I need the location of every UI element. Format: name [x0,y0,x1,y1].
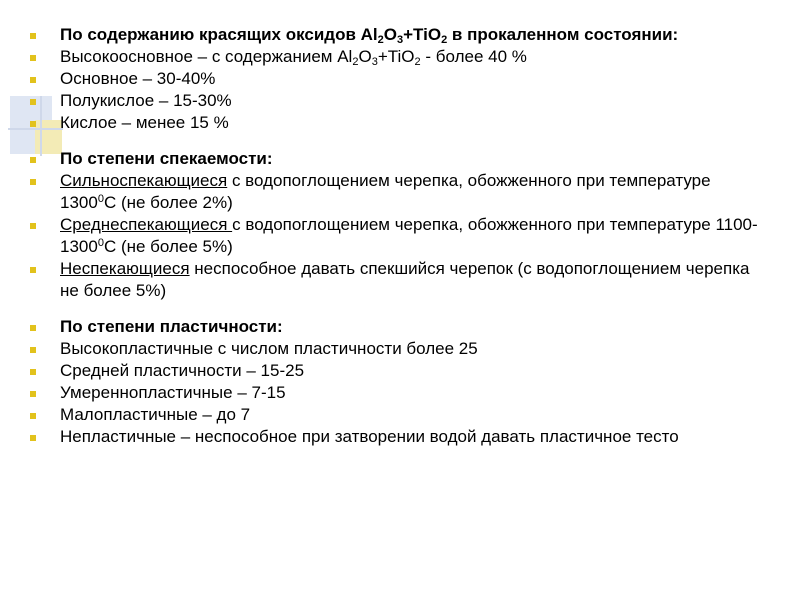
bullet-icon [30,267,36,273]
section2-item-non-sintering: Неспекающиеся неспособное давать спекшийся черепок (с водопоглощением черепка не более 5%) [30,258,770,302]
bullet-icon [30,347,36,353]
bullet-icon [30,77,36,83]
section3-item-non-plastic: Непластичные – неспособное при затворении водой давать пластичное тесто [30,426,770,448]
bullet-icon [30,121,36,127]
bullet-icon [30,223,36,229]
bullet-icon [30,55,36,61]
section1-item-high-basic: Высокоосновное – с содержанием $Al_2O_3+TiO_2$ - более 40 % [30,46,770,68]
bullet-icon [30,157,36,163]
bullet-icon [30,179,36,185]
section1-item-basic: Основное – 30-40% [30,68,770,90]
section3-item-medium-plastic: Средней пластичности – 15-25 [30,360,770,382]
section3-heading: По степени пластичности: [30,316,770,338]
section2-item-strong-sintering: Сильноспекающиеся с водопоглощением черепка, обожженного при температуре 1300$^0$С (не более 2%) [30,170,770,214]
bullet-icon [30,435,36,441]
section2-item-medium-sintering: Среднеспекающиеся с водопоглощением черепка, обожженного при температуре 1100-1300$^0$С (не более 5%) [30,214,770,258]
bullet-icon [30,99,36,105]
bullet-icon [30,391,36,397]
section1-item-acid: Кислое – менее 15 % [30,112,770,134]
section1-item-semi-acid: Полукислое – 15-30% [30,90,770,112]
slide-content [30,24,770,448]
bullet-icon [30,325,36,331]
bullet-icon [30,33,36,39]
section3-item-moderate-plastic: Умереннопластичные – 7-15 [30,382,770,404]
section3-item-low-plastic: Малопластичные – до 7 [30,404,770,426]
bullet-icon [30,369,36,375]
section1-heading: По содержанию красящих оксидов $Al_2O_3+TiO_2$ в прокаленном состоянии: [30,24,770,46]
bullet-icon [30,413,36,419]
section2-heading: По степени спекаемости: [30,148,770,170]
section3-item-high-plastic: Высокопластичные с числом пластичности более 25 [30,338,770,360]
